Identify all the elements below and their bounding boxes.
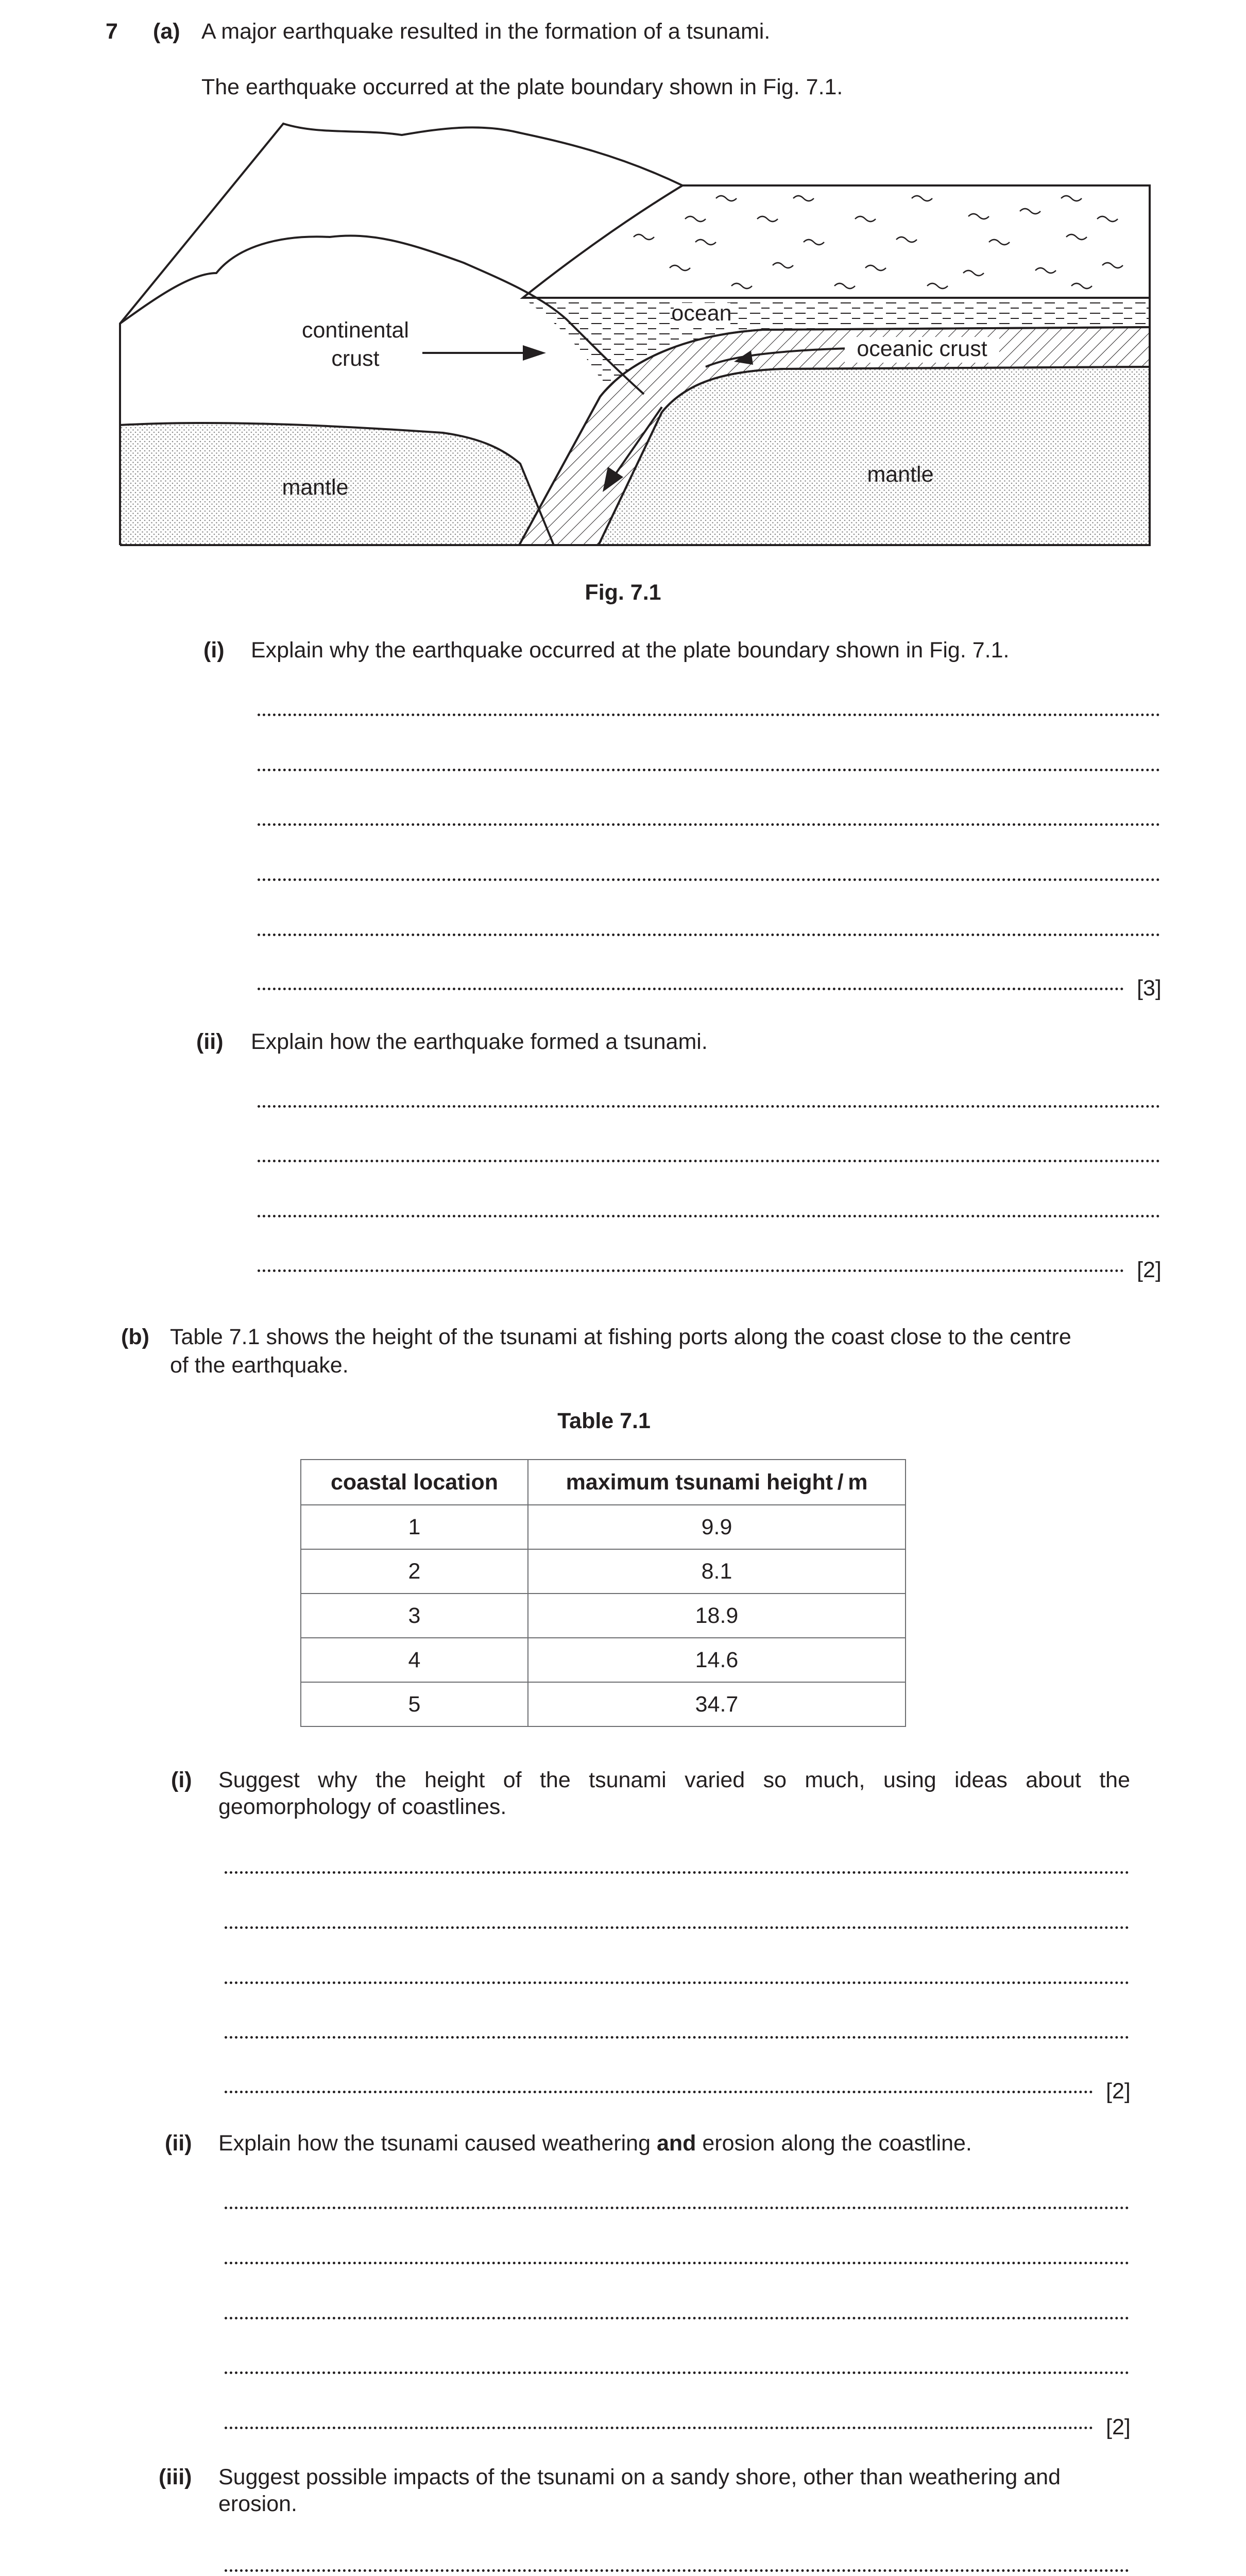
part-b-ii-label: (ii) (165, 2131, 192, 2156)
label-mantle-right: mantle (867, 462, 934, 487)
answer-line[interactable] (225, 1871, 1129, 1874)
part-b-i-label: (i) (171, 1768, 192, 1792)
part-b-intro-line1: Table 7.1 shows the height of the tsunami at fishing ports along the coast close to the centre (170, 1325, 1071, 1349)
label-mantle-left: mantle (282, 475, 349, 500)
part-b-i-question: Suggest why the height of the tsunami varied so much, using ideas about the geomorphology of coastlines. (218, 1768, 1130, 1819)
part-b-ii-text-before: Explain how the tsunami caused weathering (218, 2131, 657, 2156)
answer-line[interactable] (225, 2569, 1129, 2572)
arrow-continental-motion (422, 345, 546, 361)
answer-line[interactable] (225, 2091, 1093, 2093)
label-ocean: ocean (671, 301, 732, 326)
answer-line[interactable] (258, 878, 1160, 881)
table-caption: Table 7.1 (557, 1409, 651, 1433)
cell-height: 18.9 (528, 1594, 906, 1638)
label-continental-line2: crust (331, 346, 380, 371)
answer-line[interactable] (258, 1269, 1124, 1272)
part-b-intro-line2: of the earthquake. (170, 1353, 349, 1378)
answer-line[interactable] (225, 2207, 1129, 2209)
answer-line[interactable] (225, 1981, 1129, 1984)
answer-line[interactable] (225, 1926, 1129, 1929)
answer-line[interactable] (225, 2262, 1129, 2264)
sea-waves (634, 196, 1123, 289)
answer-line[interactable] (258, 934, 1160, 936)
answer-line[interactable] (258, 1215, 1160, 1217)
table-header-row (301, 1460, 906, 1505)
part-b-iii-question: Suggest possible impacts of the tsunami on a sandy shore, other than weathering and erosion. (218, 2465, 1061, 2516)
marks-b-i: [2] (1106, 2079, 1131, 2104)
cell-location: 1 (301, 1505, 528, 1549)
answer-line[interactable] (258, 1160, 1160, 1162)
cell-height: 14.6 (528, 1638, 906, 1682)
part-b-iii-label: (iii) (159, 2465, 192, 2489)
cell-height: 9.9 (528, 1505, 906, 1549)
table-row (301, 1549, 906, 1594)
marks-a-ii: [2] (1137, 1258, 1162, 1282)
part-b-label: (b) (121, 1325, 149, 1349)
answer-line[interactable] (258, 714, 1160, 716)
col-header-location: coastal location (301, 1460, 528, 1505)
table-row (301, 1682, 906, 1726)
part-a-intro-figure-ref: The earthquake occurred at the plate boundary shown in Fig. 7.1. (201, 75, 843, 99)
part-a-ii-question: Explain how the earthquake formed a tsunami. (251, 1029, 708, 1054)
cell-location: 5 (301, 1682, 528, 1726)
figure-plate-boundary (0, 0, 1246, 572)
answer-line[interactable] (258, 1105, 1160, 1108)
part-a-i-question: Explain why the earthquake occurred at the plate boundary shown in Fig. 7.1. (251, 638, 1010, 663)
table-row (301, 1505, 906, 1549)
label-oceanic-crust: oceanic crust (857, 336, 987, 361)
cell-location: 3 (301, 1594, 528, 1638)
cell-height: 34.7 (528, 1682, 906, 1726)
marks-a-i: [3] (1137, 976, 1162, 1001)
table-row (301, 1638, 906, 1682)
table-row (301, 1594, 906, 1638)
part-a-intro: A major earthquake resulted in the formation of a tsunami. (201, 19, 771, 44)
answer-line[interactable] (225, 2371, 1129, 2374)
question-number: 7 (106, 19, 118, 44)
part-a-i-label: (i) (203, 638, 225, 663)
part-b-ii-text-bold: and (656, 2131, 696, 2156)
cell-location: 2 (301, 1549, 528, 1594)
answer-line[interactable] (258, 823, 1160, 826)
marks-b-ii: [2] (1106, 2415, 1131, 2439)
cell-height: 8.1 (528, 1549, 906, 1594)
label-continental-line1: continental (302, 318, 409, 343)
part-b-ii-question (218, 2130, 972, 2157)
answer-line[interactable] (258, 988, 1124, 990)
part-a-ii-label: (ii) (196, 1029, 224, 1054)
cell-location: 4 (301, 1638, 528, 1682)
col-header-height: maximum tsunami height / m (528, 1460, 906, 1505)
answer-line[interactable] (225, 2427, 1093, 2429)
tsunami-height-table (300, 1459, 906, 1727)
answer-line[interactable] (258, 769, 1160, 771)
figure-caption: Fig. 7.1 (585, 580, 661, 605)
part-b-ii-text-after: erosion along the coastline. (696, 2131, 972, 2156)
answer-line[interactable] (225, 2317, 1129, 2319)
part-a-label: (a) (153, 19, 180, 44)
answer-line[interactable] (225, 2036, 1129, 2039)
